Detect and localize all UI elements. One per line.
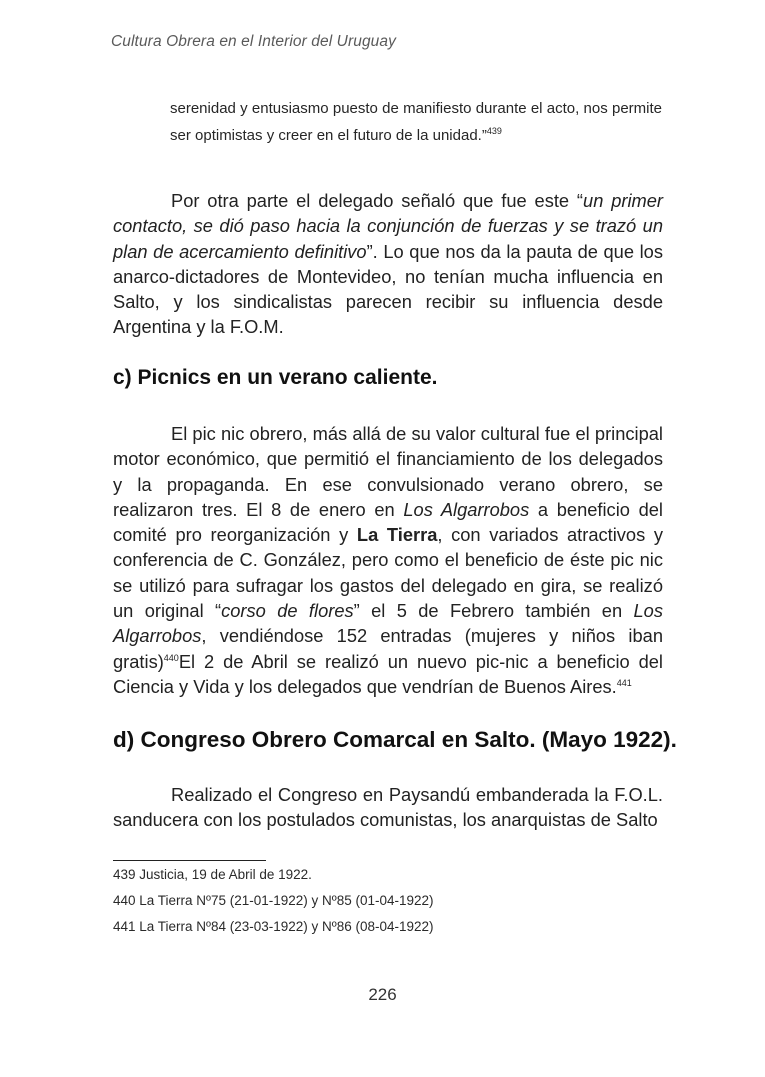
paragraph-picnics — [113, 421, 663, 699]
paragraph-text: ”. Lo que nos da la pauta de que los anarco-dictadores de Montevideo, no tenían mucha influencia en Salto, y los sindicalistas parecen recibir su influencia desde Argentina y la F.O.M. — [113, 240, 663, 338]
paragraph-text: Por otra parte el delegado señaló que fue este “ — [171, 190, 584, 211]
paragraph-text: Realizado el Congreso en Paysandú embanderada la F.O.L. sanducera con los postulados comunistas, los anarquistas de Salto — [113, 784, 663, 831]
paragraph-text: El pic nic obrero, más allá de su valor cultural fue el principal motor económico, que permitió el financiamiento de los delegados y la propaganda. En ese convulsionado verano obrero, se realizaron tres. El 8 de enero en — [113, 423, 663, 520]
paragraph-congreso — [113, 782, 663, 833]
quote-text: serenidad y entusiasmo puesto de manifiesto durante el acto, nos permite ser optimistas y creer en el futuro de la unidad.” — [170, 100, 662, 144]
quoted-phrase: un primer contacto, se dió paso hacia la conjunción de fuerzas y se trazó un plan de acercamiento definitivo — [113, 190, 664, 262]
paragraph-text: , vendiéndose 152 entradas (mujeres y niños iban gratis) — [113, 625, 663, 672]
place-name: Los Algarrobos — [403, 498, 530, 520]
footnote-ref-440: 440 — [163, 652, 179, 663]
section-heading-c: c) Picnics en un verano caliente. — [113, 366, 438, 389]
publication-name: La Tierra — [356, 524, 438, 546]
footnote-ref-439: 439 — [486, 126, 502, 136]
page-number: 226 — [368, 985, 397, 1004]
paragraph-text: a beneficio del comité pro reorganización y — [113, 498, 663, 546]
footnote-ref-441: 441 — [616, 677, 632, 688]
footnote-441: 441 La Tierra Nº84 (23-03-1922) y Nº86 (08-04-1922) — [113, 919, 434, 934]
footnotes — [113, 864, 434, 942]
block-quote — [170, 95, 662, 149]
paragraph-text: El 2 de Abril se realizó un nuevo pic-nic a beneficio del Ciencia y Vida y los delegados que vendrían de Buenos Aires. — [113, 650, 663, 697]
paragraph-delegate — [113, 188, 663, 340]
footnote-separator — [113, 860, 266, 861]
running-header: Cultura Obrera en el Interior del Uruguay — [111, 33, 396, 50]
section-heading-d: d) Congreso Obrero Comarcal en Salto. (Mayo 1922). — [113, 727, 677, 752]
place-name: Los Algarrobos — [113, 600, 663, 647]
footnote-439: 439 Justicia, 19 de Abril de 1922. — [113, 867, 312, 882]
paragraph-text: ” el 5 de Febrero también en — [353, 600, 634, 622]
footnote-440: 440 La Tierra Nº75 (21-01-1922) y Nº85 (01-04-1922) — [113, 893, 434, 908]
paragraph-text: , con variados atractivos y conferencia de C. González, pero como el beneficio de éste pic nic se utilizó para sufragar los gastos del delegado en gira, se realizó un original “ — [113, 524, 664, 622]
quoted-phrase: corso de flores — [221, 600, 354, 622]
